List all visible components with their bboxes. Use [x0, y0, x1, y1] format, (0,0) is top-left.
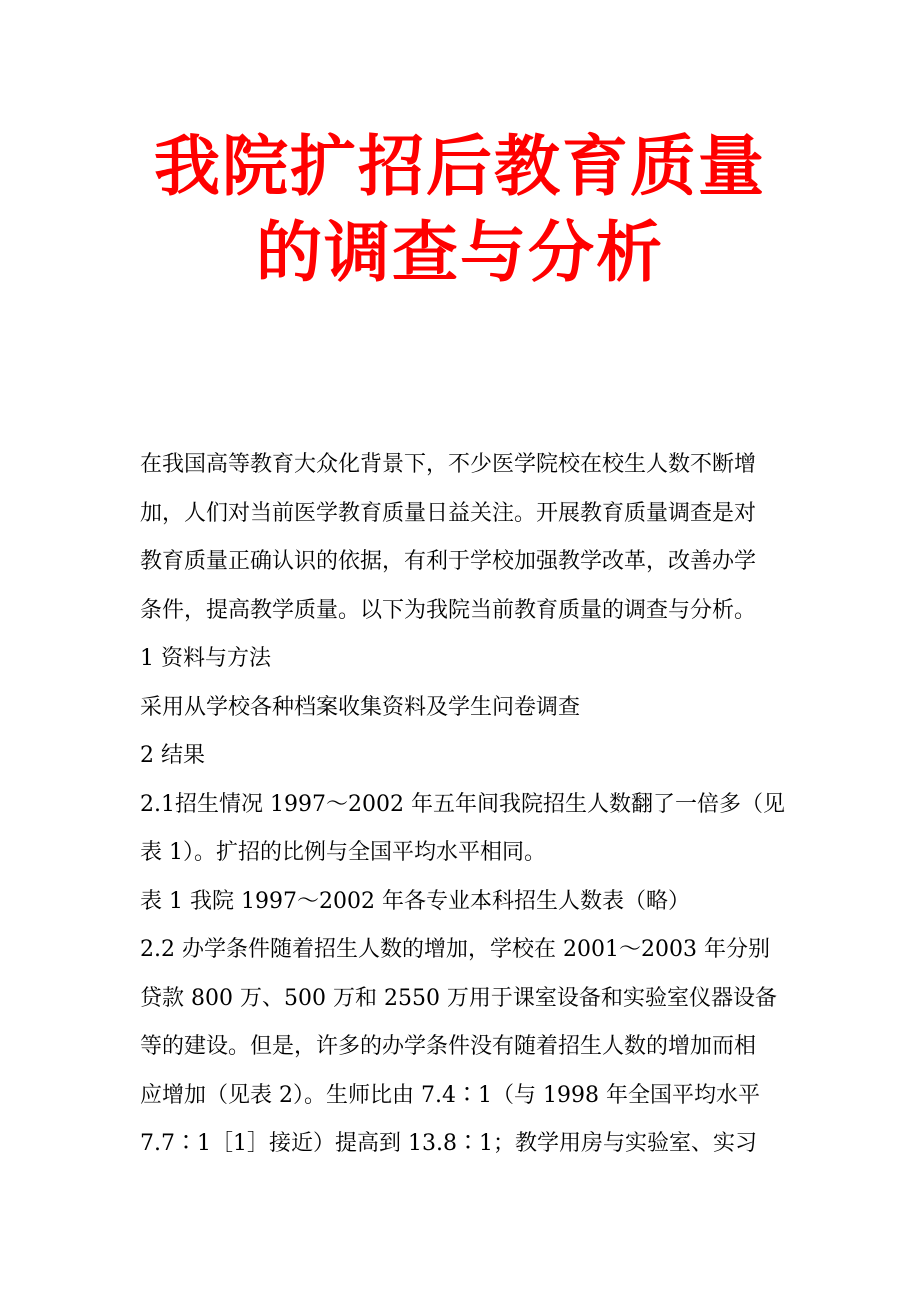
document-title-line-2: 的调查与分析: [256, 213, 664, 291]
body-line: 7.7∶1［1］接近）提高到 13.8∶1；教学用房与实验室、实习: [140, 1131, 757, 1156]
body-line: 加，人们对当前医学教育质量日益关注。开展教育质量调查是对: [140, 500, 757, 526]
body-line: 贷款 800 万、500 万和 2550 万用于课室设备和实验室仪器设备: [140, 985, 777, 1011]
body-line: 2.2 办学条件随着招生人数的增加，学校在 2001～2003 年分别: [140, 937, 770, 962]
table-caption: 表 1 我院 1997～2002 年各专业本科招生人数表（略）: [140, 888, 690, 914]
body-line: 等的建设。但是，许多的办学条件没有随着招生人数的增加而相: [140, 1034, 757, 1059]
section-heading-1: 1 资料与方法: [140, 646, 271, 671]
document-title-line-1: 我院扩招后教育质量: [154, 127, 766, 205]
body-line: 2.1招生情况 1997～2002 年五年间我院招生人数翻了一倍多（见: [140, 791, 785, 817]
body-line: 应增加（见表 2）。生师比由 7.4∶1（与 1998 年全国平均水平: [140, 1082, 760, 1108]
body-line: 条件，提高教学质量。以下为我院当前教育质量的调查与分析。: [140, 597, 757, 623]
body-line: 教育质量正确认识的依据，有利于学校加强教学改革，改善办学: [140, 549, 757, 574]
body-line: 采用从学校各种档案收集资料及学生问卷调查: [140, 694, 581, 720]
section-heading-2: 2 结果: [140, 743, 205, 768]
body-line: 表 1）。扩招的比例与全国平均水平相同。: [140, 840, 546, 865]
document-body: [140, 441, 790, 1169]
body-line: 在我国高等教育大众化背景下，不少医学院校在校生人数不断增: [140, 452, 757, 477]
